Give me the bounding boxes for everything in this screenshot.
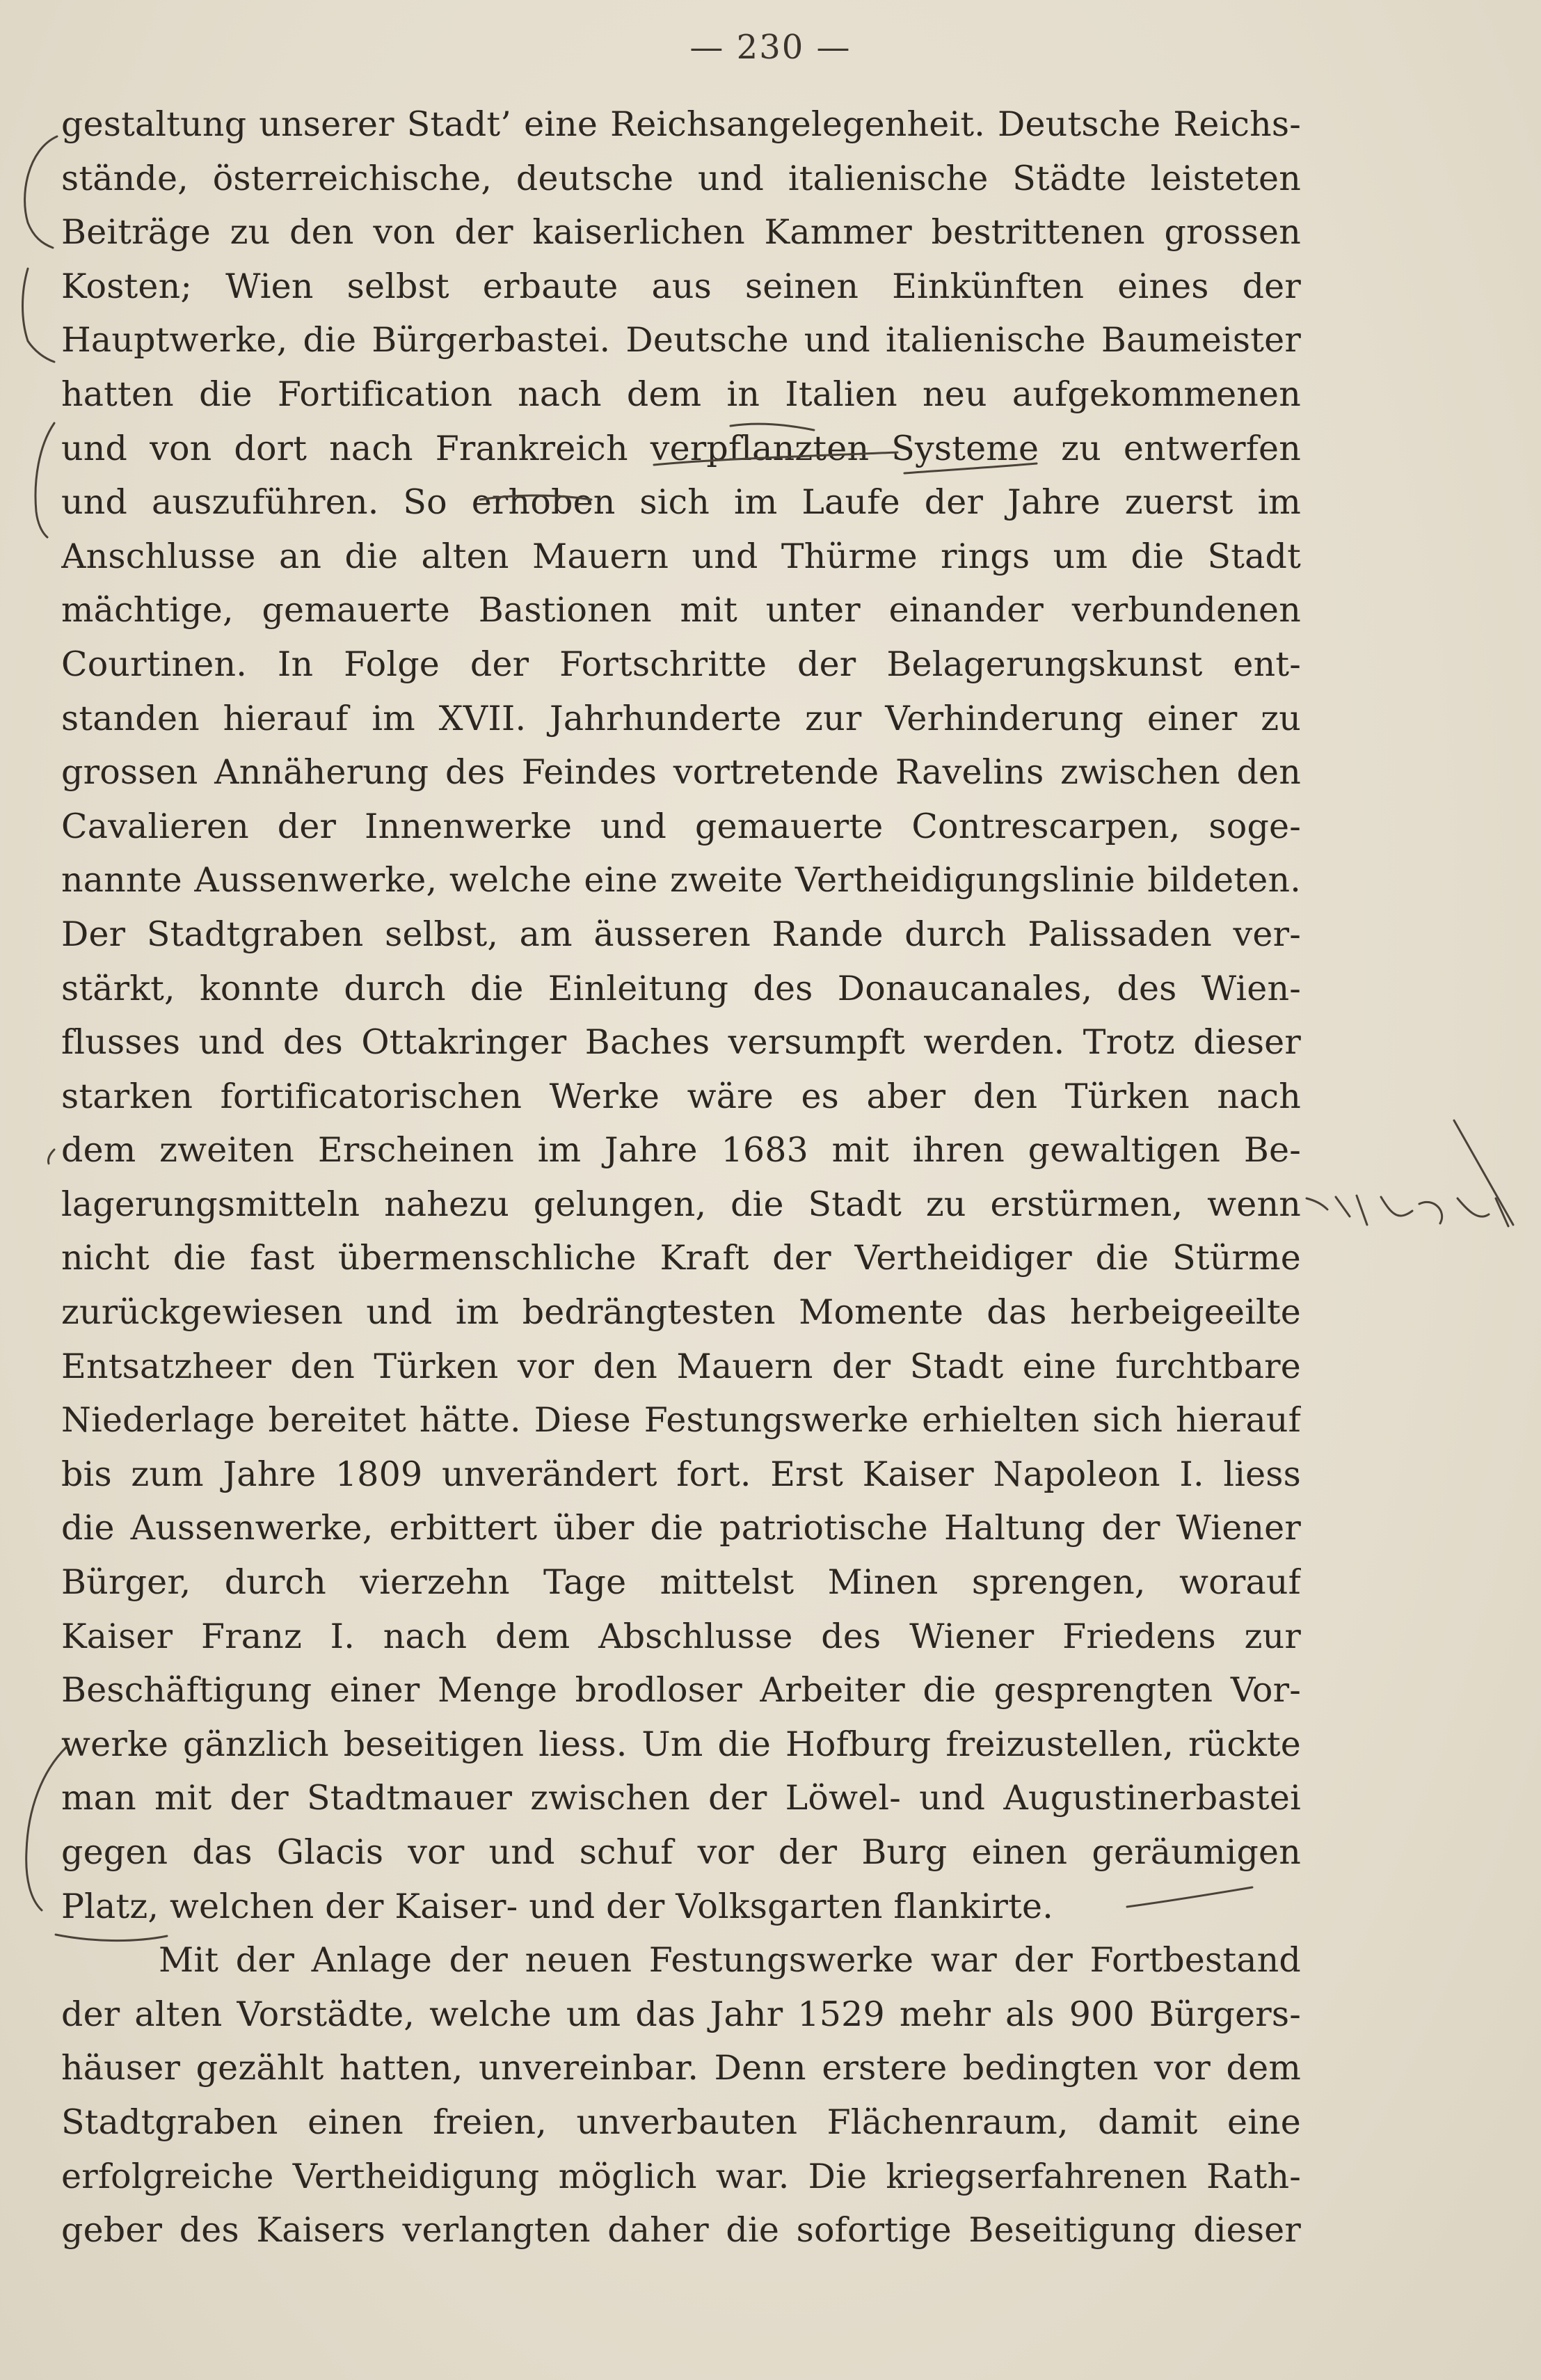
text-line: man mit der Stadtmauer zwischen der Löwel- und Augustinerbastei: [61, 1778, 1301, 1818]
text-line: zurückgewiesen und im bedrängtesten Momente das herbeigeeilte: [61, 1292, 1301, 1333]
paragraph-2: [61, 1933, 1301, 2258]
text-line: Bürger, durch vierzehn Tage mittelst Minen sprengen, worauf: [61, 1562, 1301, 1603]
text-line: erfolgreiche Vertheidigung möglich war. Die kriegserfahrenen Rath-: [61, 2156, 1301, 2196]
text-line: nannte Aussenwerke, welche eine zweite Vertheidigungslinie bildeten.: [61, 860, 1301, 901]
text-line: Beiträge zu den von der kaiserlichen Kammer bestrittenen grossen: [61, 212, 1301, 253]
margin-bracket-mark: [35, 423, 54, 537]
text-line: Mit der Anlage der neuen Festungswerke war der Fortbestand: [159, 1940, 1301, 1981]
margin-tick-mark: [48, 1150, 54, 1164]
text-line: und auszuführen. So erhoben sich im Laufe der Jahre zuerst im: [61, 482, 1301, 523]
margin-tick-mark: [1307, 1198, 1327, 1209]
text-line: Platz, welchen der Kaiser- und der Volksgarten flankirte.: [61, 1886, 1053, 1926]
text-line: die Aussenwerke, erbittert über die patriotische Haltung der Wiener: [61, 1508, 1301, 1548]
text-line: gestaltung unserer Stadt’ eine Reichsangelegenheit. Deutsche Reichs-: [61, 104, 1301, 144]
text-line: lagerungsmitteln nahezu gelungen, die Stadt zu erstürmen, wenn: [61, 1184, 1301, 1224]
text-line: standen hierauf im XVII. Jahrhunderte zur Verhinderung einer zu: [61, 698, 1301, 738]
text-line: werke gänzlich beseitigen liess. Um die Hofburg freizustellen, rückte: [61, 1724, 1301, 1764]
text-line: grossen Annäherung des Feindes vortretende Ravelins zwischen den: [61, 752, 1301, 793]
text-line: Anschlusse an die alten Mauern und Thürme rings um die Stadt: [61, 536, 1301, 576]
text-line: hatten die Fortification nach dem in Italien neu aufgekommenen: [61, 374, 1301, 414]
text-line: Kosten; Wien selbst erbaute aus seinen Einkünften eines der: [61, 266, 1301, 306]
text-line: bis zum Jahre 1809 unverändert fort. Erst Kaiser Napoleon I. liess: [61, 1454, 1301, 1494]
text-line: Courtinen. In Folge der Fortschritte der Belagerungskunst ent-: [61, 644, 1301, 684]
margin-bracket-mark: [25, 136, 57, 248]
text-line: dem zweiten Erscheinen im Jahre 1683 mit ihren gewaltigen Be-: [61, 1130, 1301, 1171]
text-line: geber des Kaisers verlangten daher die sofortige Beseitigung dieser: [61, 2210, 1301, 2251]
text-line: mächtige, gemauerte Bastionen mit unter einander verbundenen: [61, 590, 1301, 630]
text-line: Cavalieren der Innenwerke und gemauerte Contrescarpen, soge-: [61, 806, 1301, 846]
paragraph-1: [61, 97, 1301, 1933]
text-line: flusses und des Ottakringer Baches versumpft werden. Trotz dieser: [61, 1022, 1301, 1063]
text-line: Kaiser Franz I. nach dem Abschlusse des Wiener Friedens zur: [61, 1616, 1301, 1656]
text-line: stärkt, konnte durch die Einleitung des Donaucanales, des Wien-: [61, 968, 1301, 1008]
text-line: stände, österreichische, deutsche und italienische Städte leisteten: [61, 158, 1301, 198]
text-line: und von dort nach Frankreich verpflanzten Systeme zu entwerfen: [61, 428, 1301, 468]
text-line: Hauptwerke, die Bürgerbastei. Deutsche und italienische Baumeister: [61, 320, 1301, 360]
text-line: Der Stadtgraben selbst, am äusseren Rande durch Palissaden ver-: [61, 914, 1301, 954]
margin-scribble-mark: [1454, 1120, 1513, 1225]
margin-bracket-mark: [23, 269, 55, 362]
text-line: Beschäftigung einer Menge brodloser Arbeiter die gesprengten Vor-: [61, 1670, 1301, 1711]
text-line: gegen das Glacis vor und schuf vor der Burg einen geräumigen: [61, 1832, 1301, 1872]
text-line: häuser gezählt hatten, unvereinbar. Denn erstere bedingten vor dem: [61, 2048, 1301, 2088]
text-line: nicht die fast übermenschliche Kraft der Vertheidiger die Stürme: [61, 1238, 1301, 1278]
text-line: starken fortificatorischen Werke wäre es aber den Türken nach: [61, 1076, 1301, 1116]
text-line: der alten Vorstädte, welche um das Jahr 1529 mehr als 900 Bürgers-: [61, 1994, 1301, 2034]
page-number: — 230 —: [689, 28, 852, 67]
margin-scribble-mark: [1336, 1196, 1508, 1226]
text-line: Niederlage bereitet hätte. Diese Festungswerke erhielten sich hierauf: [61, 1400, 1301, 1441]
text-line: Entsatzheer den Türken vor den Mauern der Stadt eine furchtbare: [61, 1346, 1301, 1386]
main-text: [61, 97, 1301, 2258]
text-line: Stadtgraben einen freien, unverbauten Flächenraum, damit eine: [61, 2102, 1301, 2142]
